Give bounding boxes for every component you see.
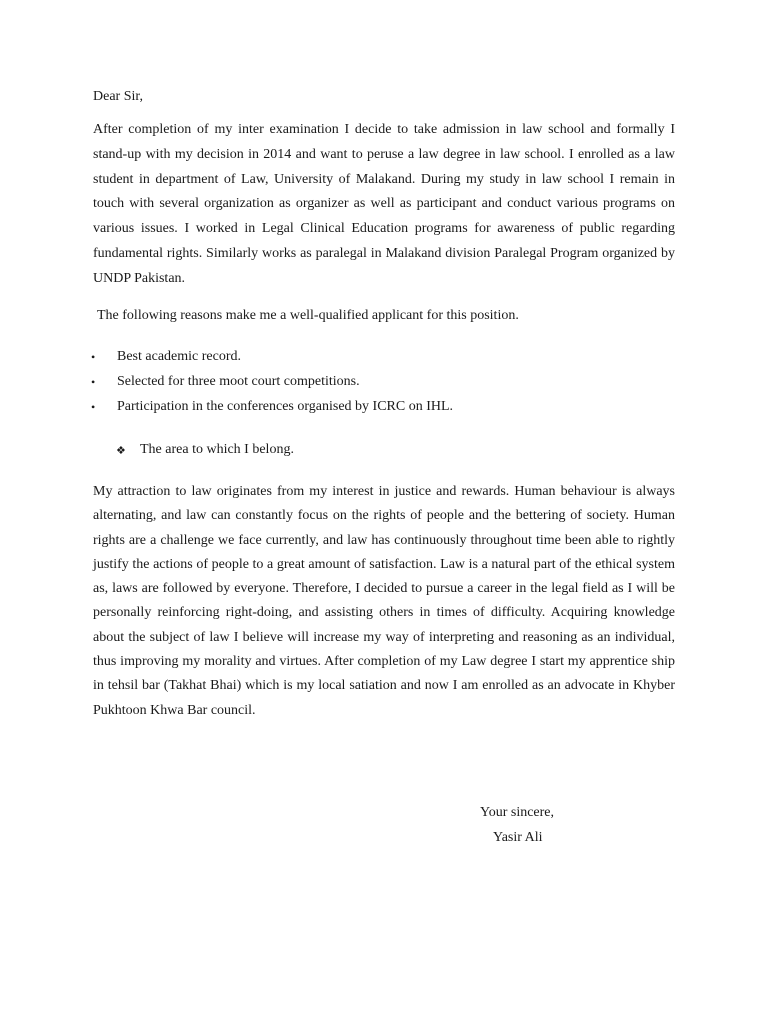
reason-text: Participation in the conferences organised by ICRC on IHL. — [117, 399, 454, 414]
reason-text: Best academic record. — [117, 349, 241, 364]
closing: Your sincere, — [480, 805, 555, 820]
bullet-icon: • — [91, 375, 96, 389]
reasons-intro: The following reasons make me a well-qualified applicant for this position. — [97, 308, 519, 323]
signature-name: Yasir Ali — [493, 830, 543, 845]
bullet-icon: • — [91, 400, 96, 414]
sub-reason-item — [0, 441, 400, 461]
salutation: Dear Sir, — [93, 89, 143, 104]
sub-reason-text: The area to which I belong. — [140, 442, 294, 457]
paragraph-motivation: My attraction to law originates from my interest in justice and rewards. Human behaviour is always alternating, and law can constantly focus on the rights of people and the bettering of society. Human rights are a challenge we face currently, and law has continuously throughout time been able to rightly justify the actions of people to a great amount of satisfaction. Law is a natural part of the ethical system as, laws are followed by everyone. Therefore, I decided to pursue a career in the legal field as I will be personally reinforcing right-doing, and assisting others in times of difficulty. Acquiring knowledge about the subject of law I believe will increase my way of interpreting and reasoning as an individual, thus improving my morality and virtues. After completion of my Law degree I start my apprentice ship in tehsil bar (Takhat Bhai) which is my local satiation and now I am enrolled as an advocate in Khyber Pukhtoon Khwa Bar council. — [93, 484, 675, 718]
diamond-bullet-icon: ❖ — [116, 445, 126, 457]
bullet-icon: • — [91, 350, 96, 364]
reason-text: Selected for three moot court competitions. — [117, 374, 360, 389]
paragraph-education: After completion of my inter examination I decide to take admission in law school and formally I stand-up with my decision in 2014 and want to peruse a law degree in law school. I enrolled as a law student in department of Law, University of Malakand. During my study in law school I remain in touch with several organization as organizer as well as participant and conduct various programs on various issues. I worked in Legal Clinical Education programs for awareness of public regarding fundamental rights. Similarly works as paralegal in Malakand division Paralegal Program organized by UNDP Pakistan. — [93, 122, 675, 286]
